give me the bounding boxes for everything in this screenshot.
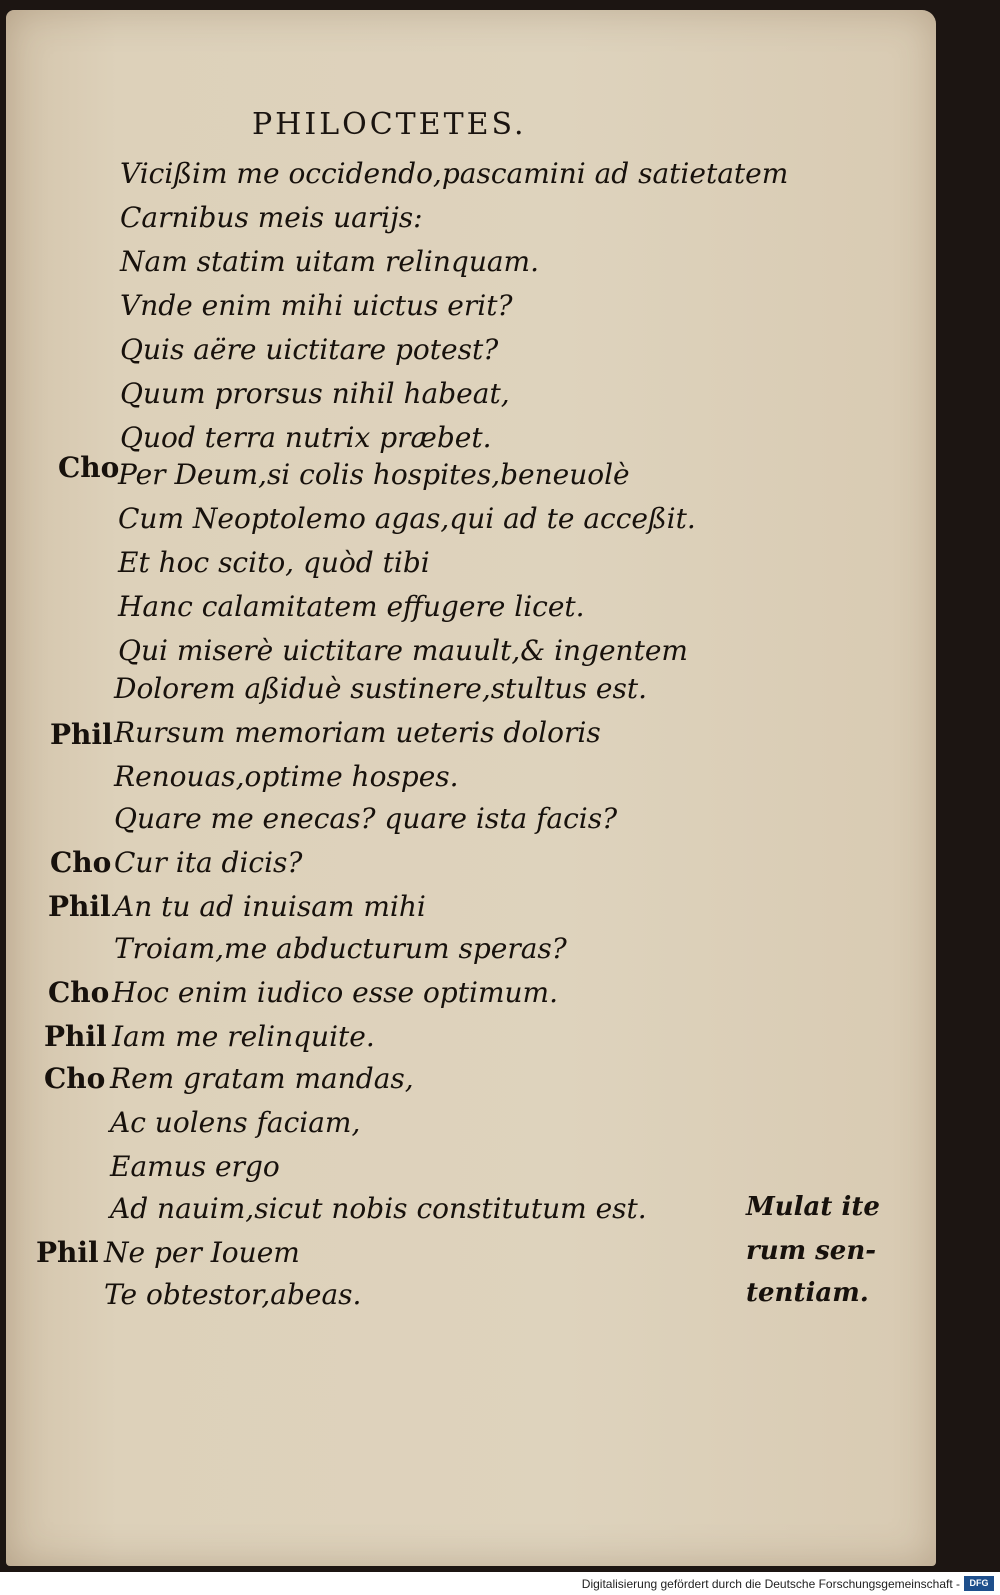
text-line: Carnibus meis uarijs:: [120, 201, 423, 234]
text-line: Ne per Iouem: [104, 1236, 300, 1269]
margin-note-line: tentiam.: [746, 1278, 869, 1308]
text-line: An tu ad inuisam mihi: [114, 890, 426, 923]
text-line: Dolorem aßiduè sustinere,stultus est.: [114, 672, 647, 705]
running-head: PHILOCTETES.: [252, 107, 527, 142]
speaker-label: Phil: [36, 1236, 99, 1269]
text-line: Rursum memoriam ueteris doloris: [114, 716, 601, 749]
speaker-label: Cho: [48, 976, 110, 1009]
speaker-label: Cho: [44, 1062, 106, 1095]
speaker-label: Phil: [50, 718, 113, 751]
text-line: Qui miserè uictitare mauult,& ingentem: [118, 634, 688, 667]
footer-credit: Digitalisierung gefördert durch die Deutsche Forschungsgemeinschaft -: [581, 1577, 960, 1591]
text-line: Vicißim me occidendo,pascamini ad satietatem: [120, 157, 789, 190]
text-line: Cur ita dicis?: [114, 846, 303, 879]
margin-note-line: Mulat ite: [746, 1192, 880, 1222]
speaker-label: Phil: [44, 1020, 107, 1053]
speaker-label: Phil: [48, 890, 111, 923]
text-line: Troiam,me abducturum speras?: [114, 932, 567, 965]
text-line: Quare me enecas? quare ista facis?: [114, 802, 618, 835]
text-line: Ac uolens faciam,: [110, 1106, 361, 1139]
text-line: Nam statim uitam relinquam.: [120, 245, 540, 278]
speaker-label: Cho: [58, 451, 120, 484]
text-line: Quod terra nutrix præbet.: [120, 421, 492, 454]
text-line: Per Deum,si colis hospites,beneuolè: [118, 458, 630, 491]
text-line: Quis aëre uictitare potest?: [120, 333, 499, 366]
text-line: Eamus ergo: [110, 1150, 280, 1183]
speaker-label: Cho: [50, 846, 112, 879]
dfg-logo: DFG: [964, 1576, 994, 1591]
text-line: Rem gratam mandas,: [110, 1062, 414, 1095]
text-line: Hoc enim iudico esse optimum.: [112, 976, 558, 1009]
text-line: Quum prorsus nihil habeat,: [120, 377, 510, 410]
text-line: Te obtestor,abeas.: [104, 1278, 362, 1311]
margin-note-line: rum sen-: [746, 1236, 877, 1266]
text-line: Et hoc scito, quòd tibi: [118, 546, 430, 579]
text-line: Ad nauim,sicut nobis constitutum est.: [110, 1192, 647, 1225]
text-line: Renouas,optime hospes.: [114, 760, 459, 793]
text-line: Iam me relinquite.: [112, 1020, 375, 1053]
book-page: [6, 10, 936, 1566]
text-line: Cum Neoptolemo agas,qui ad te acceßit.: [118, 502, 696, 535]
footer-bar: [0, 1574, 1000, 1595]
text-line: Hanc calamitatem effugere licet.: [118, 590, 585, 623]
text-line: Vnde enim mihi uictus erit?: [120, 289, 513, 322]
